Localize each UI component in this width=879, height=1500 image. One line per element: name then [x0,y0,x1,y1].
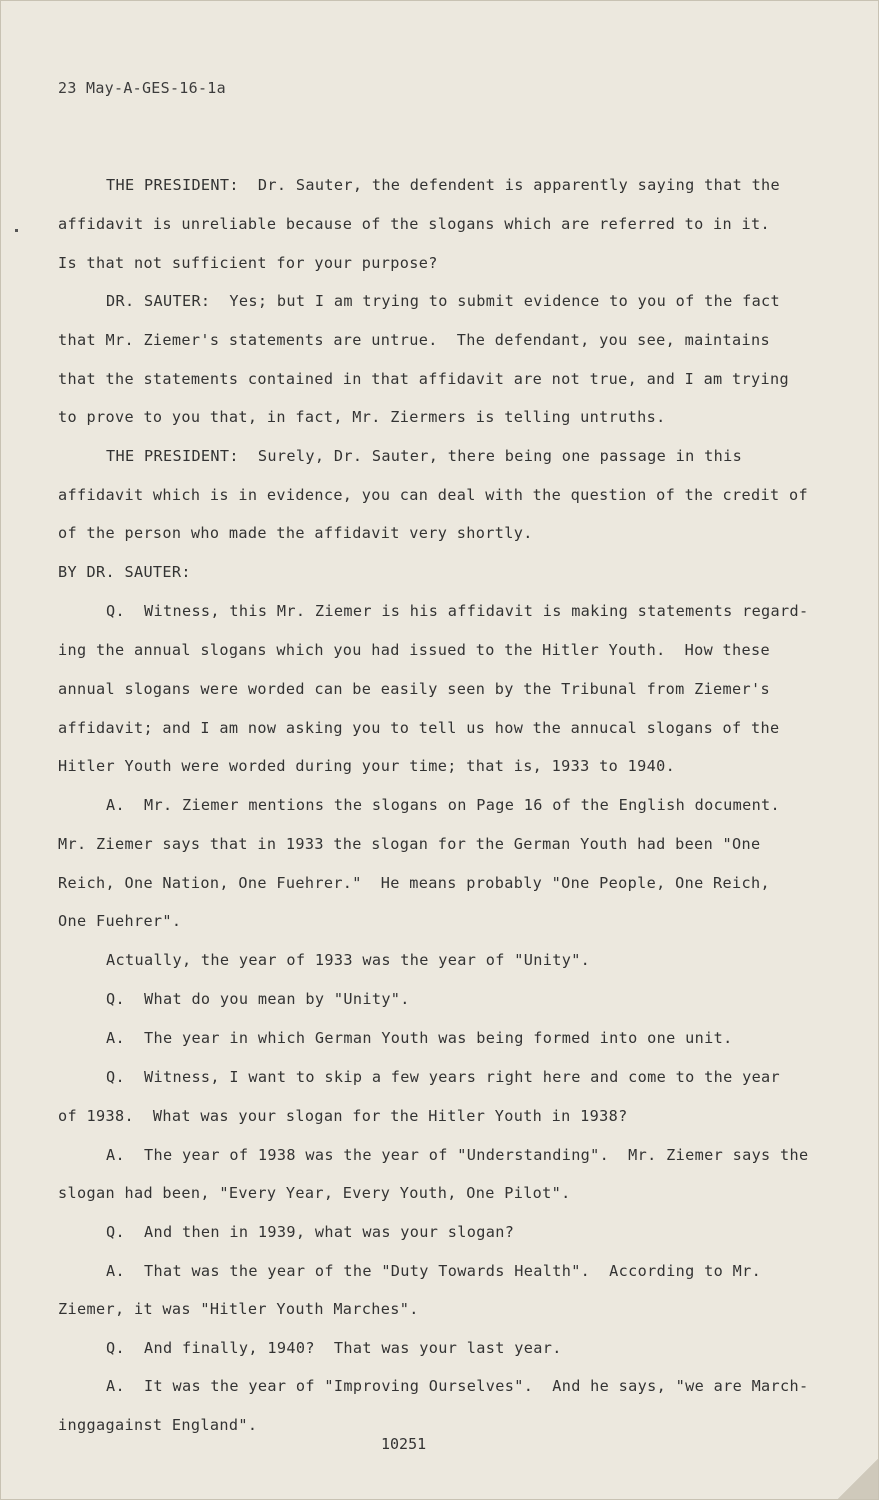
document-line: Q. And finally, 1940? That was your last year. [106,1339,562,1357]
document-line: A. The year of 1938 was the year of "Understanding". Mr. Ziemer says the [106,1146,809,1164]
document-line: One Fuehrer". [58,912,182,930]
document-line: Actually, the year of 1933 was the year of "Unity". [106,951,591,969]
document-line: of 1938. What was your slogan for the Hitler Youth in 1938? [58,1107,628,1125]
document-line: Ziemer, it was "Hitler Youth Marches". [58,1300,419,1318]
document-line: annual slogans were worded can be easily seen by the Tribunal from Ziemer's [58,680,771,698]
page-number: 10251 [381,1435,427,1453]
document-line: Q. What do you mean by "Unity". [106,990,410,1008]
document-line: that Mr. Ziemer's statements are untrue. The defendant, you see, maintains [58,331,771,349]
document-line: BY DR. SAUTER: [58,563,191,581]
document-header: 23 May-A-GES-16-1a [58,79,226,97]
document-line: A. That was the year of the "Duty Towards Health". According to Mr. [106,1262,762,1280]
document-line: THE PRESIDENT: Surely, Dr. Sauter, there being one passage in this [106,447,743,465]
document-line: affidavit is unreliable because of the slogans which are referred to in it. [58,215,771,233]
document-line: DR. SAUTER: Yes; but I am trying to submit evidence to you of the fact [106,292,781,310]
document-line: Q. And then in 1939, what was your slogan? [106,1223,515,1241]
document-line: that the statements contained in that affidavit are not true, and I am trying [58,370,790,388]
document-line: Is that not sufficient for your purpose? [58,254,438,272]
document-line: affidavit; and I am now asking you to tell us how the annucal slogans of the [58,719,780,737]
document-line: of the person who made the affidavit very shortly. [58,524,533,542]
document-line: Hitler Youth were worded during your time; that is, 1933 to 1940. [58,757,676,775]
document-line: A. The year in which German Youth was being formed into one unit. [106,1029,733,1047]
page-corner-fold [838,1459,878,1499]
document-line: Q. Witness, this Mr. Ziemer is his affidavit is making statements regard- [106,602,809,620]
document-line: affidavit which is in evidence, you can deal with the question of the credit of [58,486,808,504]
document-line: slogan had been, "Every Year, Every Youth, One Pilot". [58,1184,571,1202]
document-line: to prove to you that, in fact, Mr. Ziermers is telling untruths. [58,408,666,426]
document-line: Q. Witness, I want to skip a few years right here and come to the year [106,1068,781,1086]
document-line: A. Mr. Ziemer mentions the slogans on Page 16 of the English document. [106,796,781,814]
margin-mark [15,229,18,232]
document-line: THE PRESIDENT: Dr. Sauter, the defendent is apparently saying that the [106,176,781,194]
document-line: Mr. Ziemer says that in 1933 the slogan for the German Youth had been "One [58,835,761,853]
document-line: Reich, One Nation, One Fuehrer." He means probably "One People, One Reich, [58,874,771,892]
document-line: inggagainst England". [58,1416,258,1434]
document-line: ing the annual slogans which you had issued to the Hitler Youth. How these [58,641,771,659]
document-line: A. It was the year of "Improving Ourselves". And he says, "we are March- [106,1377,809,1395]
